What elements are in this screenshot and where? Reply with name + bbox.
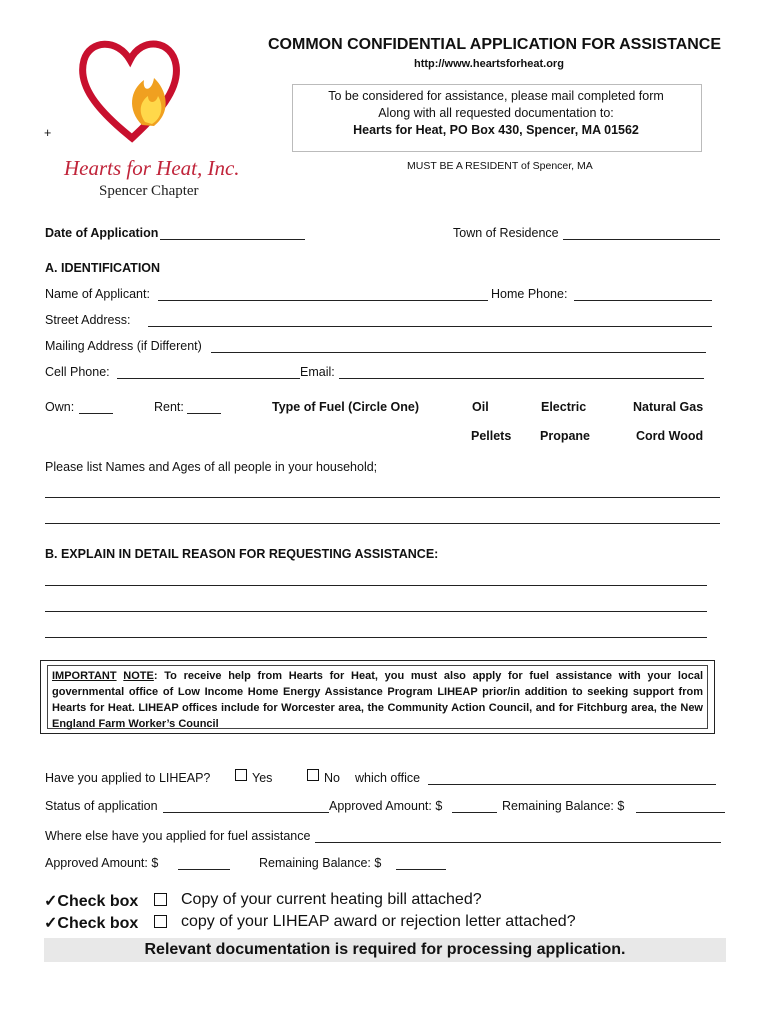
note-body: : To receive help from Hearts for Heat, you must also apply for fuel assistance with your local governmental office of Low Income Home Energy Assistance Program LIHEAP prior/in addition to seeking support from Hearts for Heat. LIHEAP offices include for Worcester area, the Community Action Council, and for Fitchburg area, the New England Farm Worker’s Council: [52, 670, 703, 730]
own-field[interactable]: [79, 399, 113, 414]
fuel-option-propane[interactable]: Propane: [540, 429, 591, 443]
home-phone-field[interactable]: [574, 286, 712, 301]
check-box-label-2: ✓Check box: [44, 915, 139, 932]
logo-name: Hearts for Heat, Inc.: [64, 156, 240, 180]
remaining-balance-2-field[interactable]: [396, 855, 446, 870]
street-address-label: Street Address:: [45, 313, 131, 327]
residency-note: MUST BE A RESIDENT of Spencer, MA: [407, 160, 593, 172]
approved-amount-2-field[interactable]: [178, 855, 230, 870]
liheap-no-label: No: [324, 771, 340, 785]
rent-label: Rent:: [154, 400, 184, 414]
cell-phone-field[interactable]: [117, 364, 300, 379]
liheap-applied-label: Have you applied to LIHEAP?: [45, 771, 211, 785]
household-label: Please list Names and Ages of all people in your household;: [45, 460, 378, 474]
fuel-option-cord-wood[interactable]: Cord Wood: [636, 429, 704, 443]
approved-amount-2-label: Approved Amount: $: [45, 856, 159, 870]
email-label: Email:: [300, 365, 335, 379]
heating-bill-checkbox[interactable]: [154, 893, 167, 908]
fuel-option-pellets[interactable]: Pellets: [471, 429, 512, 443]
reason-line-1[interactable]: [45, 585, 707, 586]
home-phone-label: Home Phone:: [491, 287, 568, 301]
mailing-address-label: Mailing Address (if Different): [45, 339, 202, 353]
fuel-option-electric[interactable]: Electric: [541, 400, 587, 414]
town-field[interactable]: [563, 225, 720, 240]
liheap-letter-text: copy of your LIHEAP award or rejection letter attached?: [181, 913, 576, 930]
heating-bill-text: Copy of your current heating bill attached?: [181, 891, 482, 908]
approved-amount-field[interactable]: [452, 798, 497, 813]
plus-mark: +: [44, 126, 52, 140]
website-url[interactable]: http://www.heartsforheat.org: [414, 58, 564, 70]
status-field[interactable]: [163, 798, 329, 813]
liheap-yes-checkbox[interactable]: [235, 769, 247, 783]
office-field[interactable]: [428, 770, 716, 785]
note-word: NOTE: [123, 670, 154, 682]
mail-line-2: Along with all requested documentation to:: [378, 106, 614, 120]
applicant-name-label: Name of Applicant:: [45, 287, 150, 301]
town-label: Town of Residence: [453, 226, 559, 240]
fuel-option-natural-gas[interactable]: Natural Gas: [633, 400, 704, 414]
footer-note: Relevant documentation is required for processing application.: [144, 941, 626, 958]
remaining-balance-2-label: Remaining Balance: $: [259, 856, 382, 870]
remaining-balance-label: Remaining Balance: $: [502, 799, 625, 813]
important-note-box: [40, 660, 715, 734]
where-else-field[interactable]: [315, 828, 721, 843]
cell-phone-label: Cell Phone:: [45, 365, 110, 379]
household-line-1[interactable]: [45, 497, 720, 498]
remaining-balance-field[interactable]: [636, 798, 725, 813]
email-field[interactable]: [339, 364, 704, 379]
section-b-heading: B. EXPLAIN IN DETAIL REASON FOR REQUESTING ASSISTANCE:: [45, 547, 439, 561]
street-address-field[interactable]: [148, 312, 712, 327]
page-title: COMMON CONFIDENTIAL APPLICATION FOR ASSISTANCE: [268, 36, 722, 53]
check-box-label-1: ✓Check box: [44, 893, 139, 910]
office-label: which office: [355, 771, 421, 785]
mail-address: Hearts for Heat, PO Box 430, Spencer, MA 01562: [353, 123, 639, 137]
reason-line-2[interactable]: [45, 611, 707, 612]
status-label: Status of application: [45, 799, 158, 813]
fuel-type-label: Type of Fuel (Circle One): [272, 400, 420, 414]
fuel-option-oil[interactable]: Oil: [472, 400, 489, 414]
important-word: IMPORTANT: [52, 670, 117, 682]
hearts-for-heat-logo: [72, 30, 192, 148]
date-field[interactable]: [160, 225, 305, 240]
important-note-text: [47, 665, 708, 729]
approved-amount-label: Approved Amount: $: [329, 799, 443, 813]
applicant-name-field[interactable]: [158, 286, 488, 301]
rent-field[interactable]: [187, 399, 221, 414]
household-line-2[interactable]: [45, 523, 720, 524]
date-label: Date of Application: [45, 226, 159, 240]
mailing-address-field[interactable]: [211, 338, 706, 353]
reason-line-3[interactable]: [45, 637, 707, 638]
liheap-letter-checkbox[interactable]: [154, 915, 167, 930]
section-a-heading: A. IDENTIFICATION: [45, 261, 161, 275]
where-else-label: Where else have you applied for fuel assistance: [45, 829, 311, 843]
own-label: Own:: [45, 400, 75, 414]
liheap-no-checkbox[interactable]: [307, 769, 319, 783]
liheap-yes-label: Yes: [252, 771, 273, 785]
mail-line-1: To be considered for assistance, please mail completed form: [328, 89, 664, 103]
chapter-name: Spencer Chapter: [99, 183, 199, 199]
